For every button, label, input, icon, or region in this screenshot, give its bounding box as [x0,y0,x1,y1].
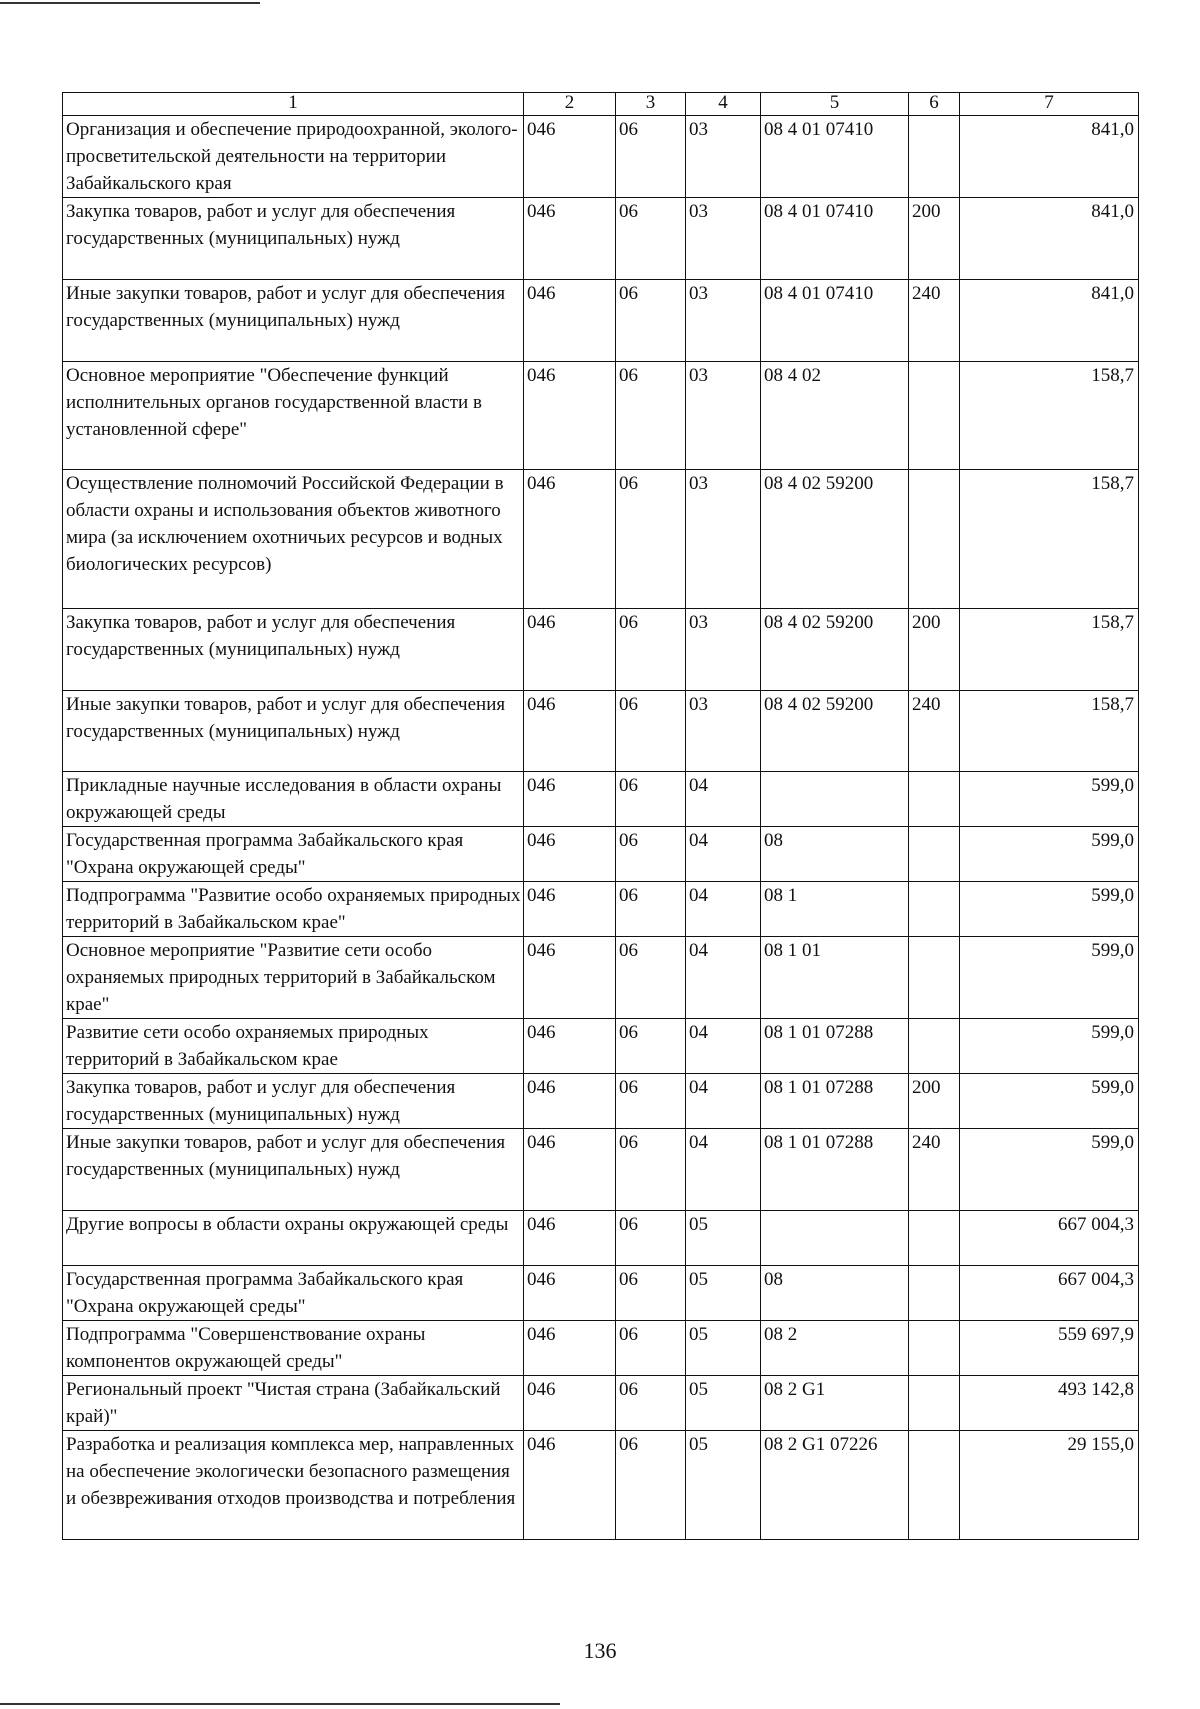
subsection-code: 05 [686,1376,761,1431]
amount: 493 142,8 [960,1376,1139,1431]
admin-code: 046 [524,116,616,198]
table-row [63,362,1139,470]
admin-code: 046 [524,1019,616,1074]
row-name: Закупка товаров, работ и услуг для обеспечения государственных (муниципальных) нужд [63,198,524,280]
table-row [63,1321,1139,1376]
subsection-code: 03 [686,691,761,772]
subsection-code: 05 [686,1431,761,1540]
header-col-4: 4 [686,93,761,116]
admin-code: 046 [524,1211,616,1266]
target-article-code: 08 4 01 07410 [761,116,909,198]
row-name: Иные закупки товаров, работ и услуг для обеспечения государственных (муниципальных) нужд [63,1129,524,1211]
target-article-code [761,772,909,827]
subsection-code: 03 [686,609,761,691]
amount: 599,0 [960,1129,1139,1211]
section-code: 06 [616,691,686,772]
table-row [63,1431,1139,1540]
admin-code: 046 [524,1376,616,1431]
subsection-code: 04 [686,772,761,827]
amount: 599,0 [960,882,1139,937]
expense-type-code [909,1019,960,1074]
target-article-code: 08 1 01 07288 [761,1074,909,1129]
expense-type-code [909,1321,960,1376]
table-row [63,1211,1139,1266]
amount: 158,7 [960,362,1139,470]
section-code: 06 [616,1019,686,1074]
subsection-code: 03 [686,198,761,280]
subsection-code: 04 [686,937,761,1019]
subsection-code: 03 [686,470,761,609]
row-name: Организация и обеспечение природоохранной, эколого-просветительской деятельности на территории Забайкальского края [63,116,524,198]
target-article-code: 08 1 [761,882,909,937]
admin-code: 046 [524,280,616,362]
amount: 841,0 [960,116,1139,198]
expense-type-code [909,1431,960,1540]
target-article-code: 08 4 02 59200 [761,609,909,691]
admin-code: 046 [524,1431,616,1540]
expense-type-code [909,362,960,470]
amount: 667 004,3 [960,1211,1139,1266]
expense-type-code: 200 [909,198,960,280]
admin-code: 046 [524,827,616,882]
row-name: Региональный проект "Чистая страна (Забайкальский край)" [63,1376,524,1431]
scan-top-edge-line [0,2,260,4]
amount: 599,0 [960,937,1139,1019]
admin-code: 046 [524,609,616,691]
expense-type-code [909,470,960,609]
table-row [63,827,1139,882]
row-name: Осуществление полномочий Российской Федерации в области охраны и использования объектов животного мира (за исключением охотничьих ресурсов и водных биологических ресурсов) [63,470,524,609]
table-row [63,1266,1139,1321]
expense-type-code: 200 [909,1074,960,1129]
table-row [63,937,1139,1019]
target-article-code: 08 1 01 07288 [761,1129,909,1211]
section-code: 06 [616,1266,686,1321]
row-name: Основное мероприятие "Развитие сети особо охраняемых природных территорий в Забайкальском крае" [63,937,524,1019]
amount: 599,0 [960,1074,1139,1129]
target-article-code: 08 4 02 [761,362,909,470]
table-row [63,116,1139,198]
subsection-code: 04 [686,882,761,937]
section-code: 06 [616,882,686,937]
admin-code: 046 [524,1074,616,1129]
admin-code: 046 [524,362,616,470]
target-article-code [761,1211,909,1266]
target-article-code: 08 [761,1266,909,1321]
amount: 841,0 [960,280,1139,362]
target-article-code: 08 4 01 07410 [761,280,909,362]
row-name: Закупка товаров, работ и услуг для обеспечения государственных (муниципальных) нужд [63,609,524,691]
amount: 841,0 [960,198,1139,280]
section-code: 06 [616,1129,686,1211]
header-col-1: 1 [63,93,524,116]
row-name: Подпрограмма "Совершенствование охраны компонентов окружающей среды" [63,1321,524,1376]
target-article-code: 08 2 [761,1321,909,1376]
table-row [63,1376,1139,1431]
header-col-5: 5 [761,93,909,116]
page-number: 136 [583,1638,617,1663]
subsection-code: 05 [686,1211,761,1266]
section-code: 06 [616,609,686,691]
header-col-7: 7 [960,93,1139,116]
row-name: Государственная программа Забайкальского края "Охрана окружающей среды" [63,1266,524,1321]
target-article-code: 08 2 G1 07226 [761,1431,909,1540]
table-row [63,1019,1139,1074]
target-article-code: 08 4 02 59200 [761,691,909,772]
expense-type-code [909,1376,960,1431]
admin-code: 046 [524,198,616,280]
target-article-code: 08 1 01 [761,937,909,1019]
section-code: 06 [616,470,686,609]
amount: 599,0 [960,772,1139,827]
section-code: 06 [616,772,686,827]
row-name: Основное мероприятие "Обеспечение функций исполнительных органов государственной власти в установленной сфере" [63,362,524,470]
row-name: Иные закупки товаров, работ и услуг для обеспечения государственных (муниципальных) нужд [63,691,524,772]
row-name: Иные закупки товаров, работ и услуг для обеспечения государственных (муниципальных) нужд [63,280,524,362]
admin-code: 046 [524,772,616,827]
subsection-code: 03 [686,280,761,362]
expense-type-code [909,772,960,827]
subsection-code: 05 [686,1321,761,1376]
subsection-code: 04 [686,1129,761,1211]
expense-type-code [909,827,960,882]
section-code: 06 [616,1074,686,1129]
expense-type-code [909,1266,960,1321]
target-article-code: 08 2 G1 [761,1376,909,1431]
target-article-code: 08 1 01 07288 [761,1019,909,1074]
admin-code: 046 [524,937,616,1019]
section-code: 06 [616,362,686,470]
row-name: Подпрограмма "Развитие особо охраняемых природных территорий в Забайкальском крае" [63,882,524,937]
expense-type-code [909,1211,960,1266]
table-row [63,198,1139,280]
section-code: 06 [616,1321,686,1376]
expense-type-code: 200 [909,609,960,691]
section-code: 06 [616,1431,686,1540]
admin-code: 046 [524,882,616,937]
amount: 29 155,0 [960,1431,1139,1540]
section-code: 06 [616,1376,686,1431]
section-code: 06 [616,937,686,1019]
subsection-code: 05 [686,1266,761,1321]
table-row [63,609,1139,691]
table-row [63,772,1139,827]
scan-bottom-edge-line [0,1703,560,1705]
section-code: 06 [616,198,686,280]
budget-table [62,92,1139,1540]
expense-type-code [909,937,960,1019]
amount: 599,0 [960,827,1139,882]
header-col-2: 2 [524,93,616,116]
expense-type-code: 240 [909,280,960,362]
amount: 559 697,9 [960,1321,1139,1376]
table-row [63,1074,1139,1129]
row-name: Разработка и реализация комплекса мер, направленных на обеспечение экологически безопасного размещения и обезвреживания отходов производства и потребления [63,1431,524,1540]
header-col-6: 6 [909,93,960,116]
admin-code: 046 [524,1321,616,1376]
section-code: 06 [616,280,686,362]
amount: 599,0 [960,1019,1139,1074]
admin-code: 046 [524,1129,616,1211]
expense-type-code: 240 [909,1129,960,1211]
row-name: Развитие сети особо охраняемых природных территорий в Забайкальском крае [63,1019,524,1074]
header-row [63,93,1139,116]
target-article-code: 08 4 01 07410 [761,198,909,280]
expense-type-code [909,116,960,198]
expense-type-code [909,882,960,937]
header-col-3: 3 [616,93,686,116]
amount: 158,7 [960,470,1139,609]
section-code: 06 [616,116,686,198]
target-article-code: 08 [761,827,909,882]
row-name: Государственная программа Забайкальского края "Охрана окружающей среды" [63,827,524,882]
table-row [63,1129,1139,1211]
row-name: Прикладные научные исследования в области охраны окружающей среды [63,772,524,827]
table-row [63,280,1139,362]
table-row [63,691,1139,772]
admin-code: 046 [524,691,616,772]
table-row [63,470,1139,609]
section-code: 06 [616,827,686,882]
row-name: Закупка товаров, работ и услуг для обеспечения государственных (муниципальных) нужд [63,1074,524,1129]
admin-code: 046 [524,1266,616,1321]
amount: 158,7 [960,609,1139,691]
subsection-code: 04 [686,1074,761,1129]
subsection-code: 03 [686,362,761,470]
amount: 158,7 [960,691,1139,772]
subsection-code: 04 [686,1019,761,1074]
admin-code: 046 [524,470,616,609]
section-code: 06 [616,1211,686,1266]
row-name: Другие вопросы в области охраны окружающей среды [63,1211,524,1266]
target-article-code: 08 4 02 59200 [761,470,909,609]
amount: 667 004,3 [960,1266,1139,1321]
subsection-code: 04 [686,827,761,882]
table-row [63,882,1139,937]
subsection-code: 03 [686,116,761,198]
expense-type-code: 240 [909,691,960,772]
